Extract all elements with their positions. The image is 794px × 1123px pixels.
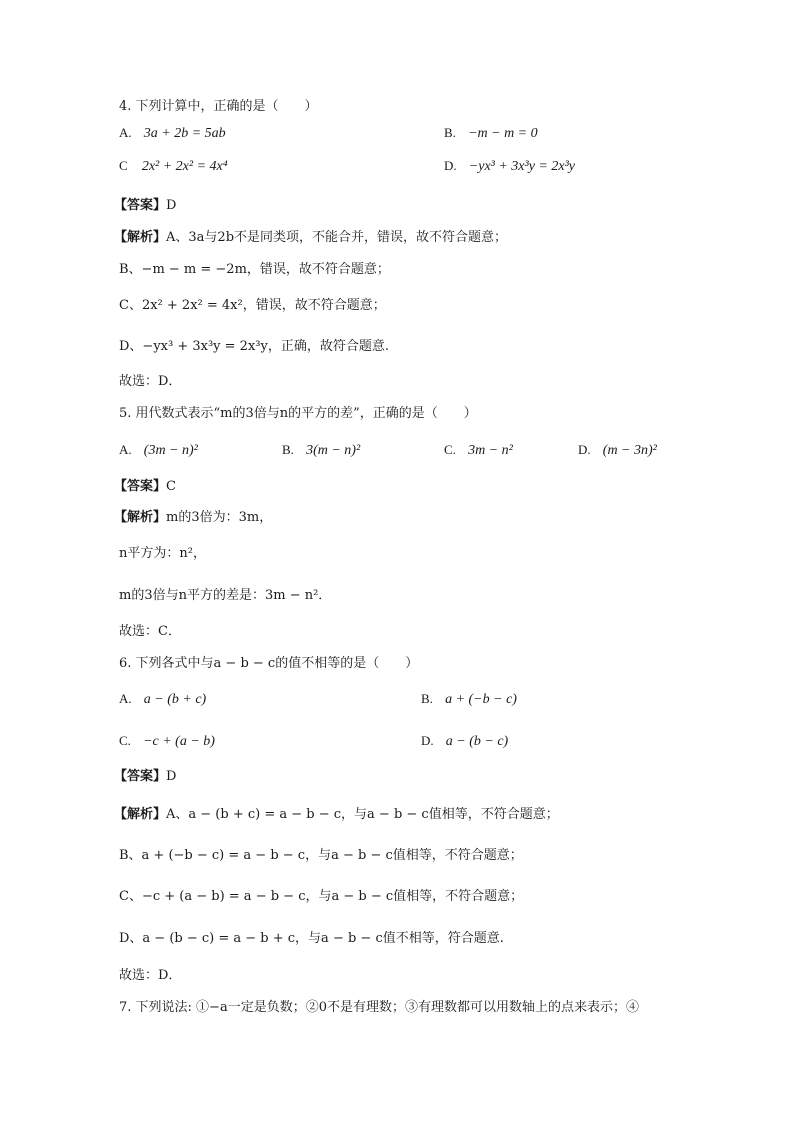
option-label: A. xyxy=(119,691,132,706)
q4-analysis-line-3: C、2x² + 2x² = 4x²，错误，故不符合题意； xyxy=(119,298,386,313)
analysis-tag: 【解析】 xyxy=(114,510,167,525)
q6-option-d xyxy=(421,732,508,751)
option-expr: a − (b − c) xyxy=(445,734,509,749)
q5-analysis-line-2: n平方为：n²， xyxy=(119,546,206,561)
answer-tag: 【答案】 xyxy=(114,479,167,494)
option-expr: (m − 3n)² xyxy=(602,443,657,458)
q6-analysis-line-2: B、a + (−b − c) = a − b − c，与a − b − c值相等，不符合题意； xyxy=(119,848,523,863)
q6-analysis-line-1 xyxy=(114,806,559,824)
option-label: D. xyxy=(444,158,457,173)
option-expr: −c + (a − b) xyxy=(143,734,215,749)
answer-value: D xyxy=(166,769,177,784)
q5-analysis-line-1 xyxy=(114,509,272,527)
q6-option-c xyxy=(119,732,215,751)
answer-tag: 【答案】 xyxy=(114,769,167,784)
q4-option-b xyxy=(444,124,538,143)
answer-tag: 【答案】 xyxy=(114,198,167,213)
q5-stem: 5. 用代数式表示“m的3倍与n的平方的差”，正确的是（ ） xyxy=(119,406,477,421)
q7-stem: 7. 下列说法: ①−a一定是负数；②0不是有理数；③有理数都可以用数轴上的点来表示；④ xyxy=(119,1000,639,1015)
option-label: C. xyxy=(444,442,456,457)
option-label: A. xyxy=(119,442,132,457)
q5-option-c xyxy=(444,441,513,460)
q5-conclusion: 故选：C． xyxy=(119,624,181,639)
q4-option-a xyxy=(119,124,226,143)
option-expr: −m − m = 0 xyxy=(468,126,538,141)
q6-option-a xyxy=(119,690,206,709)
q6-option-b xyxy=(421,690,517,709)
q4-conclusion: 故选：D． xyxy=(119,374,182,389)
q5-answer xyxy=(114,478,176,496)
answer-value: C xyxy=(166,479,176,494)
q5-option-d xyxy=(578,441,657,460)
q4-analysis-line-1 xyxy=(114,229,507,247)
option-label: C xyxy=(119,158,128,173)
q4-stem: 4. 下列计算中，正确的是（ ） xyxy=(119,99,318,114)
option-expr: (3m − n)² xyxy=(143,443,198,458)
q6-stem: 6. 下列各式中与a − b − c的值不相等的是（ ） xyxy=(119,656,419,671)
option-expr: 3m − n² xyxy=(468,443,513,458)
option-expr: 2x² + 2x² = 4x⁴ xyxy=(141,159,228,174)
q4-option-c xyxy=(119,157,228,176)
q5-analysis-line-3: m的3倍与n平方的差是：3m − n²． xyxy=(119,588,332,603)
answer-value: D xyxy=(166,198,177,213)
q4-answer xyxy=(114,197,176,215)
option-expr: −yx³ + 3x³y = 2x³y xyxy=(468,159,575,174)
q5-option-a xyxy=(119,441,198,460)
option-expr: a + (−b − c) xyxy=(445,692,517,707)
analysis-tag: 【解析】 xyxy=(114,230,167,245)
option-label: B. xyxy=(282,442,294,457)
q5-option-b xyxy=(282,441,360,460)
analysis-text: A、3a与2b不是同类项，不能合并，错误，故不符合题意； xyxy=(166,230,508,245)
q4-analysis-line-2: B、−m − m = −2m，错误，故不符合题意； xyxy=(119,262,390,277)
q4-analysis-line-4: D、−yx³ + 3x³y = 2x³y，正确，故符合题意. xyxy=(119,339,389,354)
q6-analysis-line-4: D、a − (b − c) = a − b + c，与a − b − c值不相等，符合题意. xyxy=(119,931,504,946)
analysis-text: m的3倍为：3m， xyxy=(166,510,273,525)
q6-answer xyxy=(114,768,176,786)
q6-analysis-line-3: C、−c + (a − b) = a − b − c，与a − b − c值相等，不符合题意； xyxy=(119,889,524,904)
analysis-text: A、a − (b + c) = a − b − c，与a − b − c值相等，不符合题意； xyxy=(166,807,559,822)
option-label: B. xyxy=(421,691,433,706)
analysis-tag: 【解析】 xyxy=(114,807,167,822)
option-label: D. xyxy=(421,733,434,748)
option-label: C. xyxy=(119,733,131,748)
q4-option-d xyxy=(444,157,575,176)
option-expr: a − (b + c) xyxy=(143,692,207,707)
option-label: B. xyxy=(444,125,456,140)
option-expr: 3a + 2b = 5ab xyxy=(143,126,226,141)
option-expr: 3(m − n)² xyxy=(306,443,361,458)
q6-conclusion: 故选：D． xyxy=(119,968,182,983)
option-label: D. xyxy=(578,442,591,457)
option-label: A. xyxy=(119,125,132,140)
